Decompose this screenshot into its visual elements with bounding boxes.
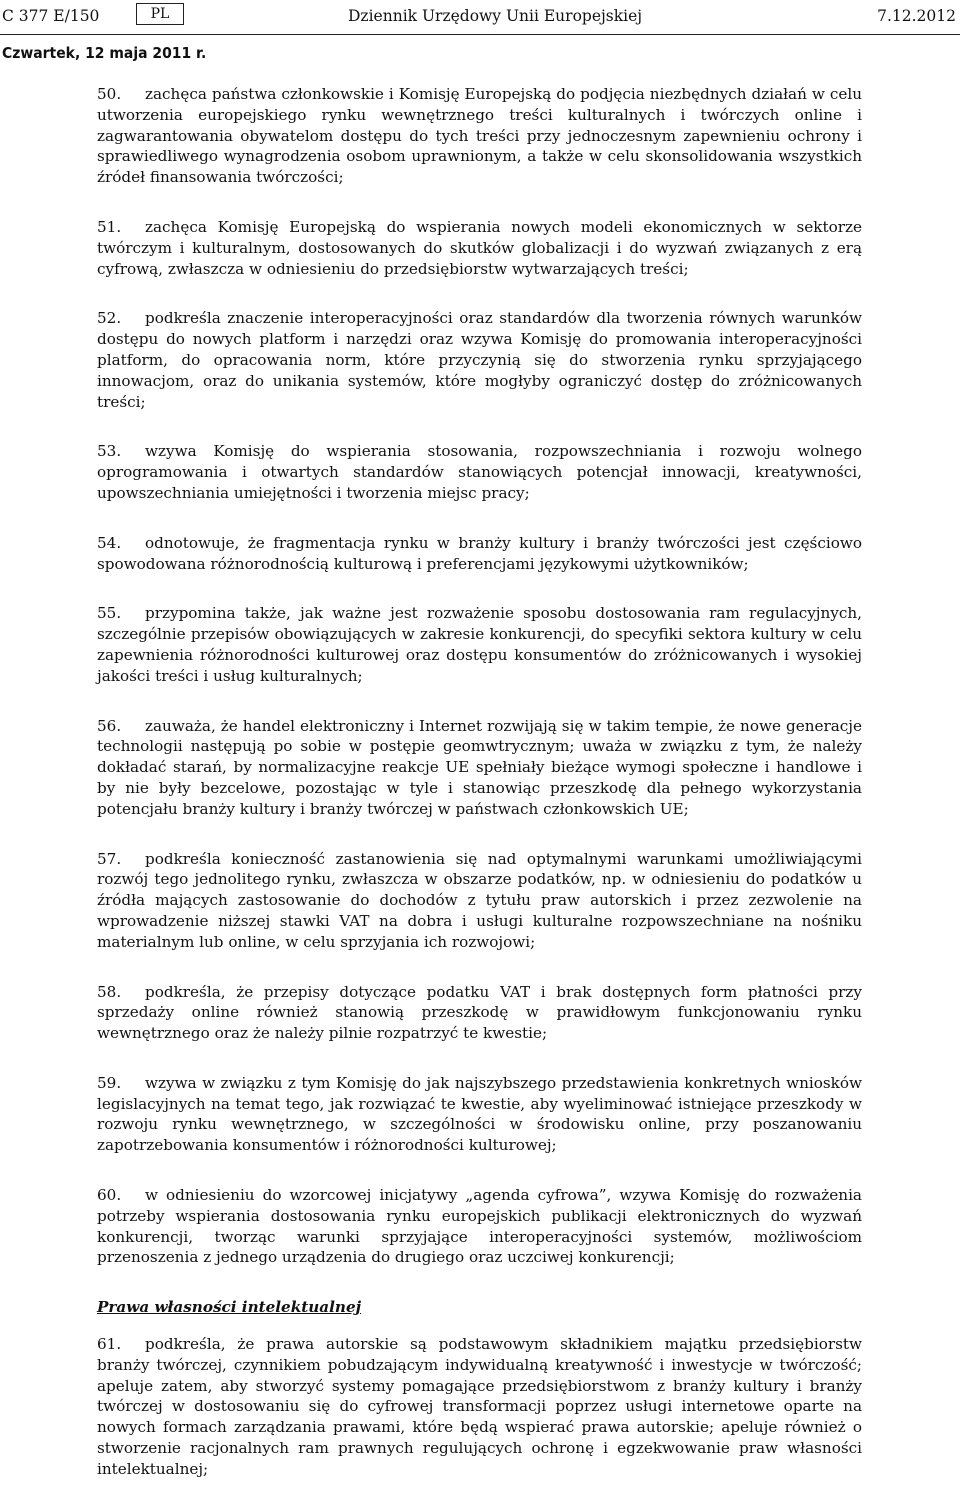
paragraph-number: 54. [97, 533, 122, 552]
paragraph-54 [97, 533, 862, 575]
paragraph-text: podkreśla konieczność zastanowienia się nad optymalnymi warunkami umożliwiającymi rozwój tego jednolitego rynku, zwłaszcza w obszarze podatków, np. w odniesieniu do podatków u źródła mających zastosowanie do dochodów z tytułu praw autorskich i przez zezwolenie na wprowadzenie niższej stawki VAT na dobra i usługi kulturalne rozpowszechniane na nośniku materialnym lub online, w celu sprzyjania ich rozwojowi; [97, 849, 862, 951]
paragraph-59 [97, 1073, 862, 1156]
paragraph-56 [97, 716, 862, 820]
paragraph-58 [97, 982, 862, 1044]
paragraph-52 [97, 308, 862, 412]
paragraph-57 [97, 849, 862, 953]
sitting-date: Czwartek, 12 maja 2011 r. [2, 44, 207, 62]
document-body [97, 84, 862, 1509]
paragraph-text: podkreśla znaczenie interoperacyjności oraz standardów dla tworzenia równych warunków dostępu do nowych platform i narzędzi oraz wzywa Komisję do promowania interoperacyjności platform, do opracowania norm, które przyczynią się do stworzenia rynku sprzyjającego innowacjom, oraz do unikania systemów, które mogłyby ograniczyć dostęp do zróżnicowanych treści; [97, 309, 862, 411]
paragraph-text: zachęca państwa członkowskie i Komisję Europejską do podjęcia niezbędnych działań w celu utworzenia europejskiego rynku wewnętrznego treści kulturalnych i twórczych online i zagwarantowania obywatelom dostępu do tych treści przy jednoczesnym zapewnieniu ochrony i sprawiedliwego wynagrodzenia osobom uprawnionym, a także w celu skonsolidowania wszystkich źródeł finansowania twórczości; [97, 85, 862, 187]
paragraph-number: 60. [97, 1186, 122, 1205]
journal-title: Dziennik Urzędowy Unii Europejskiej [348, 7, 643, 25]
page-header [0, 2, 960, 28]
paragraph-number: 57. [97, 849, 122, 868]
paragraph-text: odnotowuje, że fragmentacja rynku w branży kultury i branży twórczości jest częściowo spowodowana różnorodnością kulturową i preferencjami językowymi użytkowników; [97, 533, 862, 573]
section-heading: Prawa własności intelektualnej [97, 1298, 362, 1317]
paragraph-number: 51. [97, 217, 122, 236]
paragraph-number: 58. [97, 982, 122, 1001]
header-divider [0, 34, 960, 35]
paragraph-text: w odniesieniu do wzorcowej inicjatywy „agenda cyfrowa”, wzywa Komisję do rozważenia potrzeby wspierania dostosowania rynku europejskich publikacji elektronicznych do wyzwań konkurencji, tworząc warunki sprzyjające interoperacyjności systemów, możliwościom przenoszenia z jednego urządzenia do drugiego oraz uczciwej konkurencji; [97, 1186, 862, 1267]
publication-date: 7.12.2012 [877, 7, 956, 25]
paragraph-number: 55. [97, 604, 122, 623]
paragraph-number: 52. [97, 309, 122, 328]
paragraph-55 [97, 603, 862, 686]
paragraph-text: zauważa, że handel elektroniczny i Internet rozwijają się w takim tempie, że nowe generacje technologii następują po sobie w postępie geomwtrycznym; uważa w związku z tym, że należy dokładać starań, by normalizacyjne reakcje UE spełniały bieżące wymogi społeczne i handlowe i by nie były bezcelowe, pozostając w tyle i stanowiąc przeszkodę dla pełnego wykorzystania potencjału branży kultury i branży twórczej w państwach członkowskich UE; [97, 716, 862, 818]
paragraph-text: podkreśla, że prawa autorskie są podstawowym składnikiem majątku przedsiębiorstw branży twórczej, czynnikiem pobudzającym indywidualną kreatywność i inwestycje w twórczość; apeluje zatem, aby stworzyć systemy pomagające przedsiębiorstwom z branży kultury i branży twórczej w dostosowaniu się do cyfrowej transformacji poprzez usługi internetowe oparte na nowych formach zarządzania prawami, które będą wspierać prawa autorskie; apeluje również o stworzenie racjonalnych ram prawnych regulujących ochronę i egzekwowanie praw własności intelektualnej; [97, 1335, 862, 1478]
paragraph-50 [97, 84, 862, 188]
paragraph-number: 56. [97, 716, 122, 735]
paragraph-text: wzywa w związku z tym Komisję do jak najszybszego przedstawienia konkretnych wniosków legislacyjnych na temat tego, jak rozwiązać te kwestie, aby wyeliminować istniejące przeszkody w rozwoju rynku wewnętrznego, w szczególności w środowisku online, przy poszanowaniu zapotrzebowania konsumentów i różnorodności kulturowej; [97, 1073, 862, 1155]
paragraph-number: 53. [97, 442, 122, 461]
paragraph-61 [97, 1334, 862, 1480]
paragraph-text: podkreśla, że przepisy dotyczące podatku VAT i brak dostępnych form płatności przy sprzedaży online również stanowią przeszkodę w prawidłowym funkcjonowaniu rynku wewnętrznego oraz że należy pilnie rozpatrzyć te kwestie; [97, 982, 862, 1043]
paragraph-number: 59. [97, 1073, 122, 1092]
paragraph-53 [97, 441, 862, 503]
paragraph-51 [97, 217, 862, 279]
paragraph-text: wzywa Komisję do wspierania stosowania, rozpowszechniania i rozwoju wolnego oprogramowania i otwartych standardów stanowiących potencjał innowacji, kreatywności, upowszechniania umiejętności i tworzenia miejsc pracy; [97, 442, 862, 502]
paragraph-text: przypomina także, jak ważne jest rozważenie sposobu dostosowania ram regulacyjnych, szczególnie przepisów obowiązujących w zakresie konkurencji, do specyfiki sektora kultury w celu zapewnienia różnorodności kulturowej oraz dostępu konsumentów do zróżnicowanych i wysokiej jakości treści i usług kulturalnych; [97, 604, 862, 685]
paragraph-60 [97, 1185, 862, 1268]
paragraph-text: zachęca Komisję Europejską do wspierania nowych modeli ekonomicznych w sektorze twórczym i kulturalnym, dostosowanych do skutków globalizacji i do wyzwań związanych z erą cyfrową, zwłaszcza w odniesieniu do przedsiębiorstw wytwarzających treści; [97, 217, 862, 278]
language-badge: PL [136, 3, 184, 25]
paragraph-number: 61. [97, 1335, 122, 1354]
paragraph-number: 50. [97, 85, 122, 103]
journal-reference: C 377 E/150 [2, 7, 100, 25]
